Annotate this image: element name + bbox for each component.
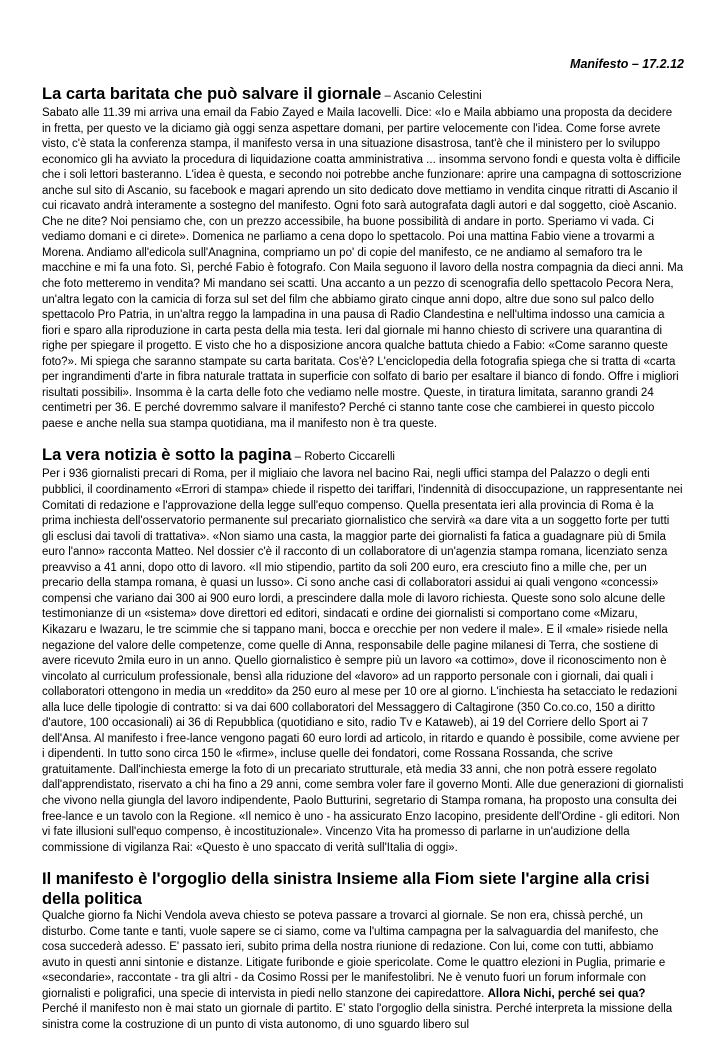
article-heading bbox=[42, 84, 684, 106]
article-title: Il manifesto è l'orgoglio della sinistra Insieme alla Fiom siete l'argine alla crisi della politica bbox=[42, 870, 650, 909]
article-separator: – bbox=[381, 90, 394, 102]
page-header-source: Manifesto – 17.2.12 bbox=[570, 57, 684, 71]
article-title: La vera notizia è sotto la pagina bbox=[42, 446, 292, 465]
article-title: La carta baritata che può salvare il giornale bbox=[42, 85, 382, 103]
article-body bbox=[42, 909, 684, 1033]
article-2 bbox=[42, 445, 684, 856]
interview-question: Allora Nichi, perché sei qua? bbox=[487, 987, 646, 1000]
document-page bbox=[42, 56, 684, 1047]
article-1 bbox=[42, 84, 684, 432]
article-author: Ascanio Celestini bbox=[393, 90, 482, 102]
article-body-end: Perché il manifesto non è mai stato un giornale di partito. E' stato l'orgoglio della sinistra. Perché interpreta la missione della sinistra come la costruzione di un punto di vista autonomo, di uno sguardo libero sul bbox=[42, 1003, 673, 1031]
article-body: Sabato alle 11.39 mi arriva una email da Fabio Zayed e Maila Iacovelli. Dice: «Io e Maila abbiamo una proposta da decidere in fretta, per questo ve la diciamo già oggi senza aspettare domani, per partire velocemente con l'idea. Come forse avrete visto, c'è stata la conferenza stampa, il manifesto versa in una situazione disastrosa, tant'è che il ministero per lo sviluppo economico gli ha avviato la procedura di liquidazione coatta amministrativa ... insomma servono fondi e questa volta è difficile che i soli lettori basteranno. L'idea è questa, e secondo noi potrebbe anche funzionare: aprire una campagna di sottoscrizione anche sul sito di Ascanio, su facebook e magari aprendo un sito dedicato dove mettiamo in vendita cinque ritratti di Ascanio il cui ricavato andrà interamente a sostegno del manifesto. Ogni foto sarà autografata dagli autori e dal soggetto, cioè Ascanio. Che ne dite? Noi pensiamo che, con un prezzo accessibile, ha buone possibilità di andare in porto. Speriamo vi vada. Ci vediamo domani e ci direte». Domenica ne parliamo a cena dopo lo spettacolo. Poi una mattina Fabio viene a trovarmi a Morena. Andiamo all'edicola sull'Anagnina, compriamo un po' di copie del manifesto, ce ne andiamo al semaforo tra le macchine e mi fa una foto. Sì, perché Fabio è fotografo. Con Maila seguono il lavoro della nostra compagnia da dieci anni. Ma che foto metteremo in vendita? Mi mandano sei scatti. Una accanto a un pezzo di scenografia dello spettacolo Pecora Nera, un'altra legato con la camicia di forza sul set del film che abbiamo girato cinque anni dopo, altre due sono sul palco dello spettacolo Pro Patria, in un'altra reggo la lampadina in una pausa di Radio Clandestina e nell'ultima indosso una camicia a fiori e sparo alla riproduzione in carta pesta della mia testa. Ieri dal giornale mi hanno chiesto di scrivere una quarantina di righe per spiegare il progetto. E visto che ho a disposizione ancora qualche battuta chiedo a Fabio: «Come saranno queste foto?». Mi spiega che saranno stampate su carta baritata. Cos'è? L'enciclopedia della fotografia spiega che si tratta di «carta per ingrandimenti d'arte in fibra naturale trattata in superficie con solfato di bario per esaltare il bianco di fondo. Offre i migliori risultati possibili». Insomma è la carta delle foto che vediamo nelle mostre. Queste, in tiratura limitata, saranno grandi 24 centimetri per 36. E perché dovremmo salvare il manifesto? Perché ci stanno tante cose che cambierei in questo piccolo paese e anche nella sua stampa quotidiana, ma il manifesto non è tra queste. bbox=[42, 107, 684, 430]
article-author: Roberto Ciccarelli bbox=[304, 451, 395, 464]
article-3 bbox=[42, 869, 684, 1033]
article-body: Per i 936 giornalisti precari di Roma, per il migliaio che lavora nel bacino Rai, negli uffici stampa del Palazzo o degli enti pubblici, il coordinamento «Errori di stampa» chiede il rispetto dei tariffari, l'indennità di disoccupazione, un rappresentante nei Comitati di redazione e l'approvazione della legge sull'equo compenso. Quella presentata ieri alla provincia di Roma è la prima inchiesta dell'osservatorio permanente sul precariato giornalistico che servirà «a dare vita a un soggetto forte per tutti gli esclusi dai tavoli di trattativa». «Non siamo una casta, la maggior parte dei giornalisti fa fatica a guadagnare più di 5mila euro l'anno» racconta Matteo. Nel dossier c'è il racconto di un collaboratore di un'agenzia stampa romana, licenziato senza preavviso a 41 anni, dopo otto di lavoro. «Il mio stipendio, partito da soli 200 euro, era cresciuto fino a mille che, per un precario della stampa romana, è quasi un lusso». Ci sono anche casi di collaboratori assidui ai quali vengono «concessi» compensi che variano dai 300 ai 900 euro lordi, a prescindere dalla mole di lavoro richiesta. Queste sono solo alcune delle testimonianze di un «sistema» dove direttori ed editori, sindacati e ordine dei giornalisti si comportano come «Mizaru, Kikazaru e Iwazaru, le tre scimmie che si tappano mani, bocca e orecchie per non vedere il male». E il «male» risiede nella negazione del valore delle competenze, come quelle di Anna, responsabile delle pagine milanesi di Terra, che sostiene di avere ricevuto 2mila euro in un anno. Quello giornalistico è sempre più un lavoro «a cottimo», dove il riconoscimento non è vincolato al curriculum professionale, bensì alla riduzione del «lavoro» ad un rapporto personale con i giornali, dai quali i collaboratori ottengono in media un «reddito» da 250 euro al mese per 10 ore al giorno. L'inchiesta ha setacciato le redazioni alla luce delle tipologie di contratto: si va dai 600 collaboratori del Messaggero di Caltagirone (350 Co.co.co, 150 a diritto d'autore, 100 occasionali) ai 36 di Repubblica (quotidiano e sito, radio Tv e Kataweb), ai 19 del Corriere dello Sport ai 7 dell'Ansa. Al manifesto i free-lance vengono pagati 60 euro lordi ad articolo, in ritardo e quando è possibile, come avviene per i dipendenti. In tutto sono circa 150 le «firme», incluse quelle dei fondatori, come Rossana Rossanda, che scrive gratuitamente. Dall'inchiesta emerge la foto di un precariato strutturale, età media 33 anni, che non potrà essere regolato dall'apprendistato, riservato a chi ha fino a 29 anni, come sembra voler fare il governo Monti. Alle due generazioni di giornalisti che vivono nella giungla del lavoro indipendente, Paolo Butturini, segretario di Stampa romana, ha proposto una consulta dei free-lance e un tavolo con la Regione. «Il nemico è uno - ha assicurato Enzo Iacopino, presidente dell'Ordine - gli editori. Non vi fate illusioni sull'equo compenso, è incostituzionale». Vincenzo Vita ha promesso di parlarne in un'audizione della commissione di vigilanza Rai: «Questo è uno spaccato di verità sull'Italia di oggi». bbox=[42, 468, 684, 854]
article-heading bbox=[42, 445, 684, 467]
article-body-start: Qualche giorno fa Nichi Vendola aveva chiesto se poteva passare a trovarci al giornale. Se non era, chissà perché, un disturbo. Come tante e tanti, vuole sapere se ci siamo, come va l'ultima campagna per la salvaguardia del manifesto, che cosa succederà adesso. E' passato ieri, subito prima della nostra riunione di redazione. Con lui, come con tutti, abbiamo avuto in questi anni sintonie e distanze. Litigate furibonde e gioie spericolate. Come le quattro elezioni in Puglia, primarie e «secondarie», raccontate - tra gli altri - da Cosimo Rossi per le manifestolibri. Ne è venuto fuori un forum informale con giornalisti e poligrafici, una specie di intervista in piedi nello stanzone dei capiredattore. bbox=[42, 910, 666, 1000]
article-separator: – bbox=[291, 451, 305, 464]
